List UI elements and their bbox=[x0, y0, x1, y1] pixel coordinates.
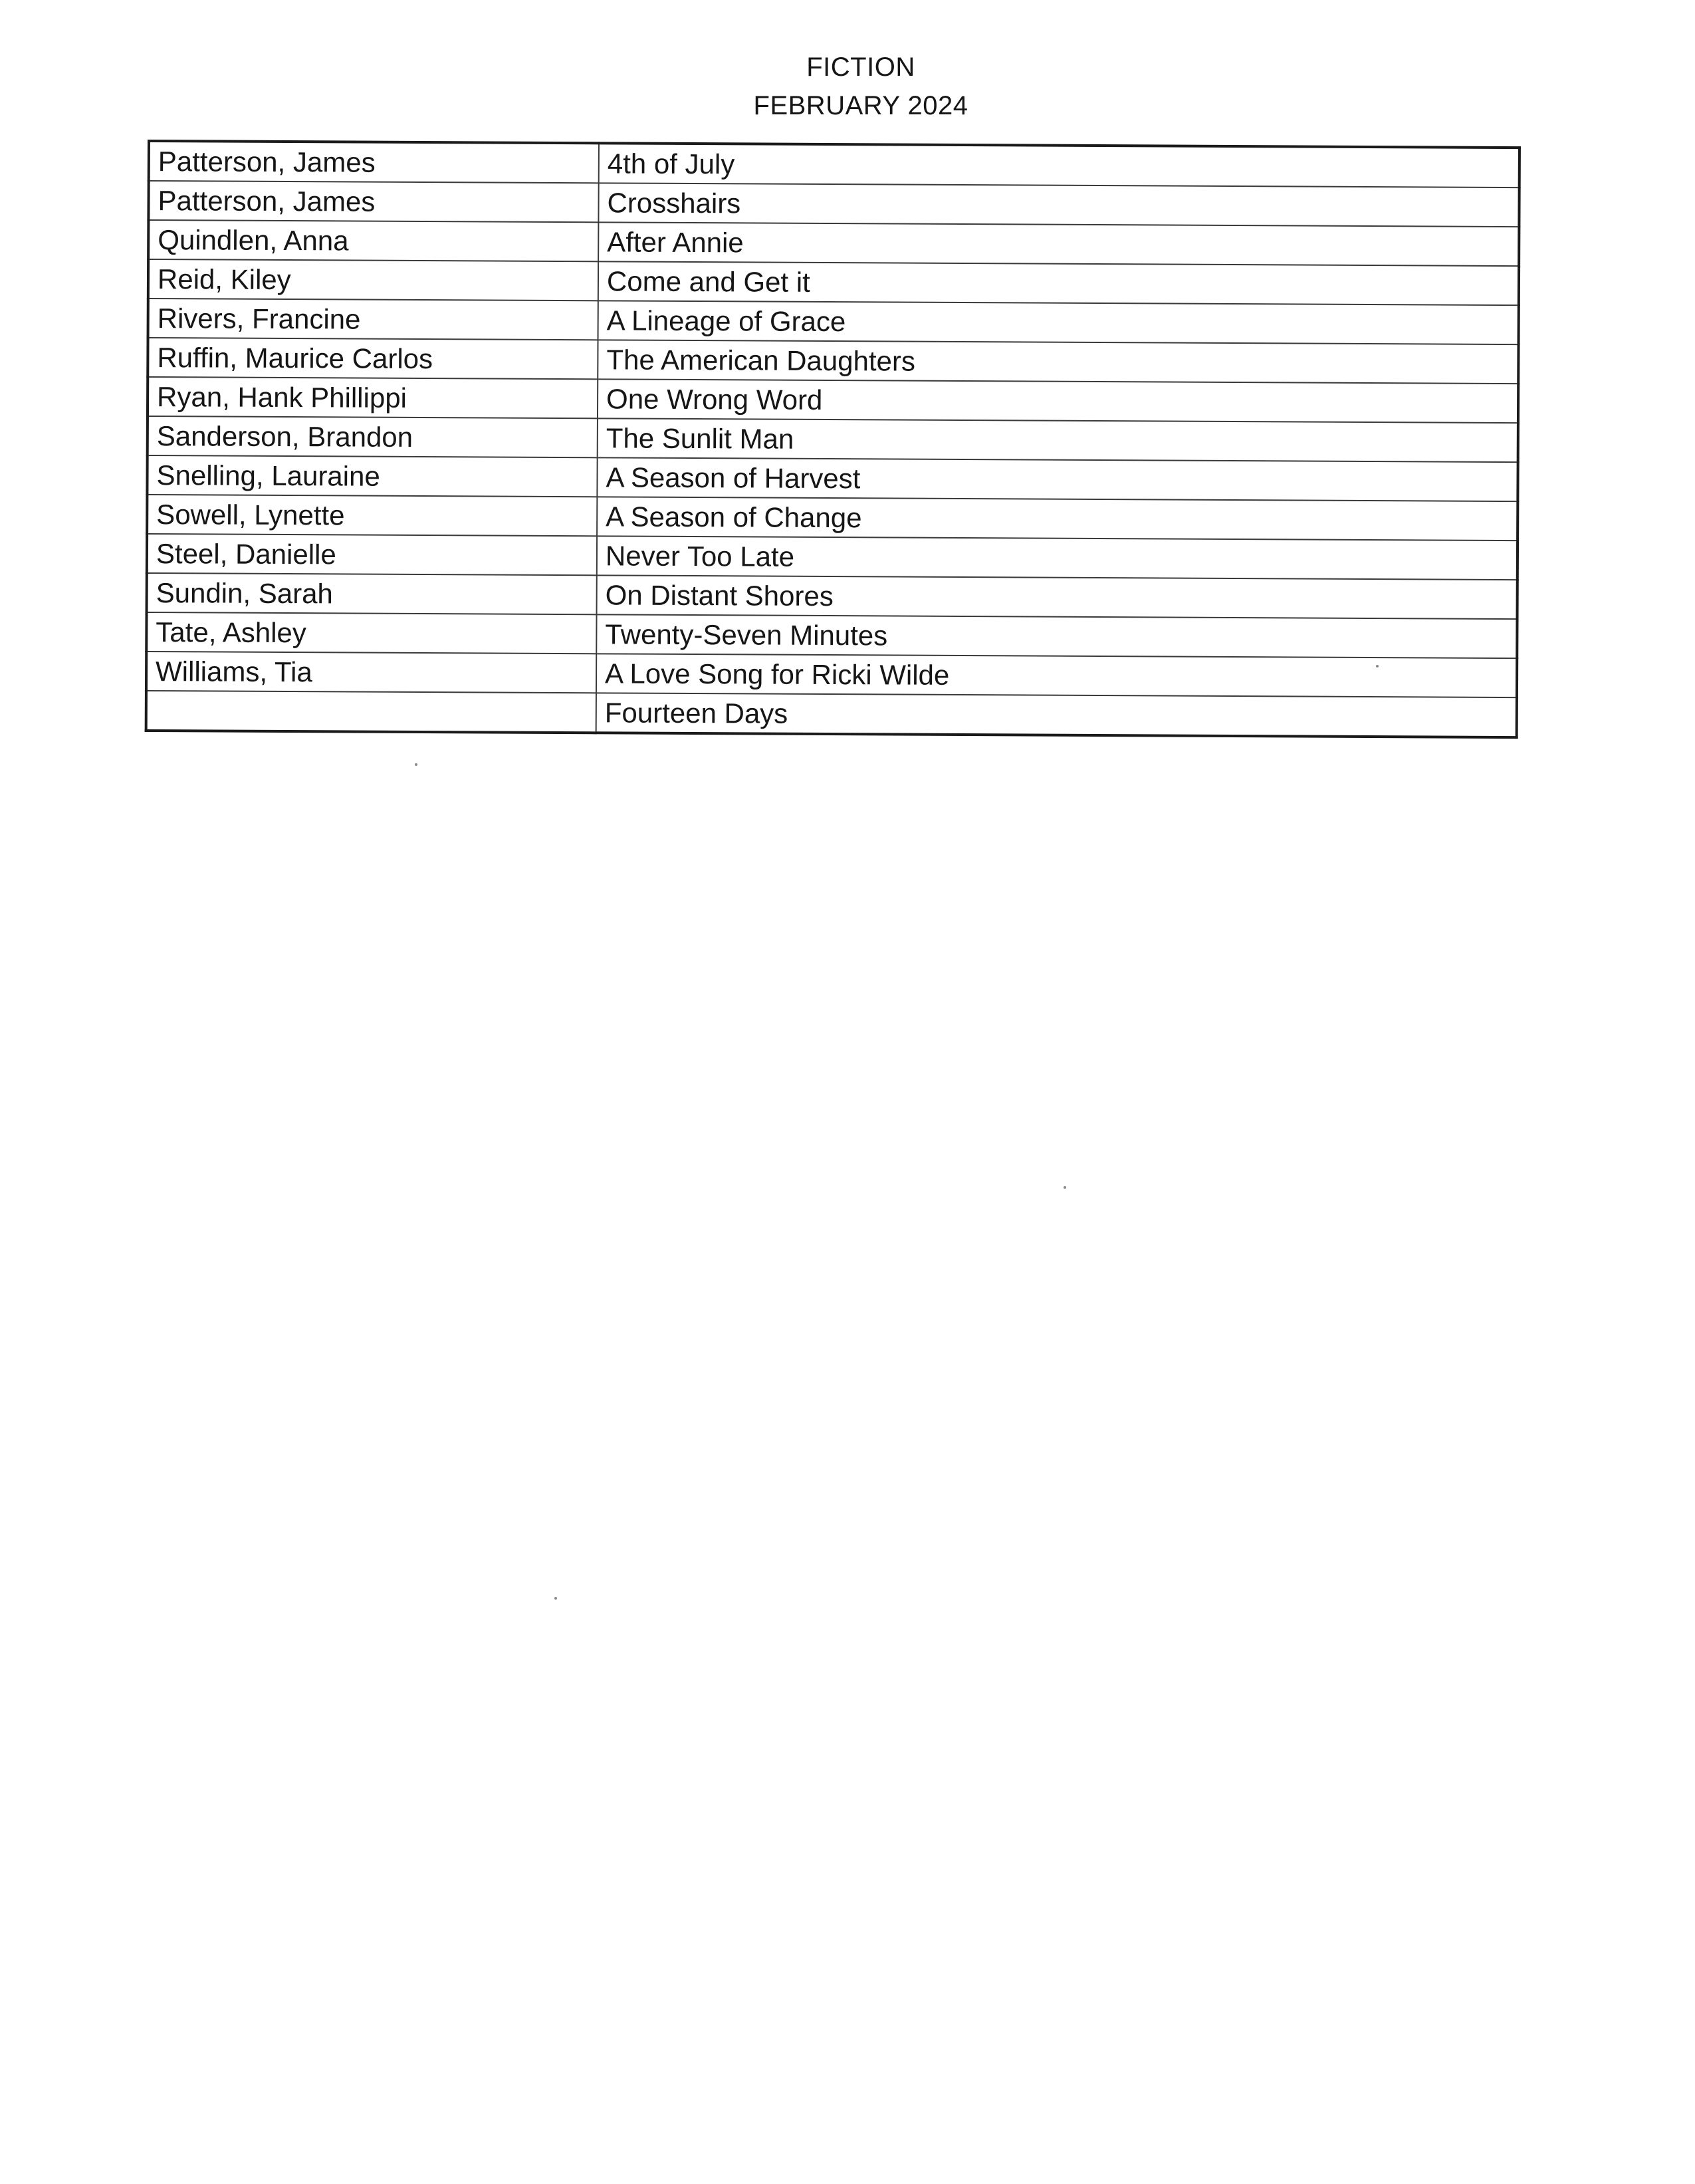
table-row bbox=[146, 612, 1517, 658]
title-cell: On Distant Shores bbox=[597, 575, 1518, 619]
author-cell: Snelling, Lauraine bbox=[147, 455, 597, 497]
table-row bbox=[149, 141, 1520, 187]
scan-speck bbox=[1376, 665, 1379, 667]
title-cell: The American Daughters bbox=[598, 340, 1518, 384]
table-row bbox=[148, 338, 1518, 384]
table-row bbox=[148, 220, 1519, 266]
author-cell: Steel, Danielle bbox=[147, 534, 597, 575]
title-cell: A Season of Change bbox=[597, 497, 1518, 541]
title-cell: A Lineage of Grace bbox=[598, 301, 1519, 344]
title-cell: Come and Get it bbox=[598, 261, 1519, 305]
title-cell: A Love Song for Ricki Wilde bbox=[596, 654, 1517, 697]
author-cell: Sundin, Sarah bbox=[147, 573, 597, 614]
table-row bbox=[148, 416, 1518, 462]
title-cell: The Sunlit Man bbox=[598, 418, 1518, 462]
table-row bbox=[147, 534, 1518, 580]
author-cell: Tate, Ashley bbox=[146, 612, 596, 654]
book-list-table bbox=[145, 140, 1521, 739]
author-cell: Sowell, Lynette bbox=[147, 495, 597, 536]
title-cell: 4th of July bbox=[599, 143, 1520, 187]
author-cell: Ruffin, Maurice Carlos bbox=[148, 338, 598, 379]
table-row bbox=[146, 652, 1517, 697]
table-row bbox=[148, 181, 1519, 227]
title-cell: After Annie bbox=[598, 222, 1519, 266]
scan-speck bbox=[554, 1597, 557, 1600]
page-header bbox=[0, 48, 1695, 125]
scan-speck bbox=[415, 763, 417, 766]
table-row bbox=[148, 377, 1518, 423]
title-cell: Fourteen Days bbox=[596, 693, 1517, 737]
period-subtitle: FEBRUARY 2024 bbox=[753, 91, 968, 120]
table-row bbox=[147, 495, 1518, 541]
author-cell: Reid, Kiley bbox=[148, 259, 598, 301]
section-title: FICTION bbox=[806, 53, 915, 82]
table-row bbox=[146, 691, 1517, 737]
author-cell: Williams, Tia bbox=[146, 652, 596, 693]
table-row bbox=[147, 573, 1518, 619]
title-cell: One Wrong Word bbox=[598, 379, 1518, 423]
author-cell bbox=[146, 691, 596, 733]
author-cell: Patterson, James bbox=[149, 141, 599, 183]
author-cell: Quindlen, Anna bbox=[148, 220, 598, 261]
author-cell: Rivers, Francine bbox=[148, 299, 598, 340]
author-cell: Sanderson, Brandon bbox=[148, 416, 598, 457]
title-cell: Crosshairs bbox=[598, 183, 1519, 227]
table-row bbox=[148, 259, 1519, 305]
table-row bbox=[148, 299, 1519, 344]
table-row bbox=[147, 455, 1518, 501]
title-cell: A Season of Harvest bbox=[597, 457, 1518, 501]
title-cell: Twenty-Seven Minutes bbox=[596, 614, 1517, 658]
scan-speck bbox=[1064, 1186, 1066, 1189]
author-cell: Patterson, James bbox=[148, 181, 598, 222]
title-cell: Never Too Late bbox=[597, 536, 1518, 580]
author-cell: Ryan, Hank Phillippi bbox=[148, 377, 598, 418]
